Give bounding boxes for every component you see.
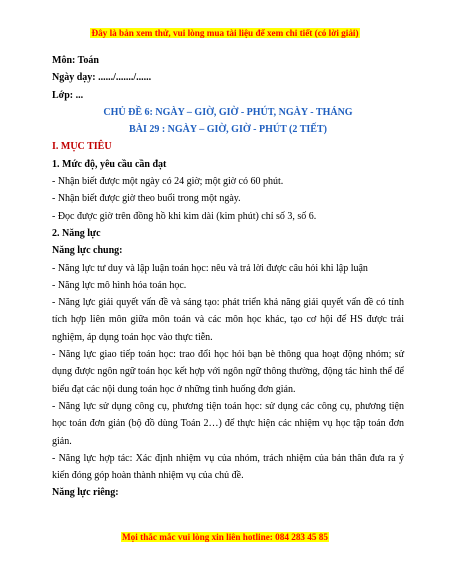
subject-line: Môn: Toán	[52, 55, 99, 66]
goal-item: - Đọc được giờ trên đồng hồ khi kim dài (kim phút) chỉ số 3, số 6.	[52, 210, 317, 222]
hotline-banner	[0, 532, 450, 543]
goal-item: - Nhận biết được một ngày có 24 giờ; một giờ có 60 phút.	[52, 176, 284, 188]
competency-item: - Năng lực mô hình hóa toán học.	[52, 279, 187, 291]
goal-item: - Nhận biết được giờ theo buổi trong một ngày.	[52, 193, 241, 205]
preview-notice-banner	[0, 28, 450, 39]
date-line: Ngày dạy: ....../......./......	[52, 72, 152, 84]
hotline-text: Mọi thắc mắc vui lòng xin liên hotline: 084 283 45 85	[122, 532, 328, 542]
section-heading-objectives: I. MỤC TIÊU	[52, 141, 112, 153]
subsection-heading-requirements: 1. Mức độ, yêu cầu cần đạt	[52, 158, 167, 170]
competency-item: - Năng lực sử dụng công cụ, phương tiện toán học: sử dụng các công cụ, phương tiện học toán đơn giản (bộ đồ dùng Toán 2…) để thực hiện các nhiệm vụ học tập toán đơn giản.	[52, 400, 404, 447]
competency-item: - Năng lực giao tiếp toán học: trao đổi học hỏi bạn bè thông qua hoạt động nhóm; sử dụng được ngôn ngữ toán học kết hợp với ngôn ngữ thông thường, động tác hình thể để biểu đạt các nội dung toán học ở những tình huống đơn giản.	[52, 349, 404, 395]
competency-item: - Năng lực tư duy và lập luận toán học: nêu và trả lời được câu hỏi khi lập luận	[52, 262, 368, 274]
competency-item: - Năng lực giải quyết vấn đề và sáng tạo: phát triển khả năng giải quyết vấn đề có tính tích hợp liên môn giữa môn toán và các môn học khác, tạo cơ hội để HS được trải nghiệm, áp dụng toán học vào thực tiễn.	[52, 297, 404, 343]
subsection-heading-competencies: 2. Năng lực	[52, 227, 101, 239]
competency-item: - Năng lực hợp tác: Xác định nhiệm vụ của nhóm, trách nhiệm của bản thân đưa ra ý kiến đóng góp hoàn thành nhiệm vụ của chủ đề.	[52, 452, 404, 482]
specific-competencies-title: Năng lực riêng:	[52, 487, 119, 499]
lesson-heading: BÀI 29 : NGÀY – GIỜ, GIỜ - PHÚT (2 TIẾT)	[129, 124, 327, 136]
document-body	[52, 52, 404, 502]
class-line: Lớp: ...	[52, 89, 84, 101]
preview-notice-text: Đây là bản xem thử, vui lòng mua tài liệu để xem chi tiết (có lời giải)	[91, 28, 359, 38]
topic-heading: CHỦ ĐỀ 6: NGÀY – GIỜ, GIỜ - PHÚT, NGÀY - THÁNG	[103, 106, 353, 118]
general-competencies-title: Năng lực chung:	[52, 245, 123, 257]
